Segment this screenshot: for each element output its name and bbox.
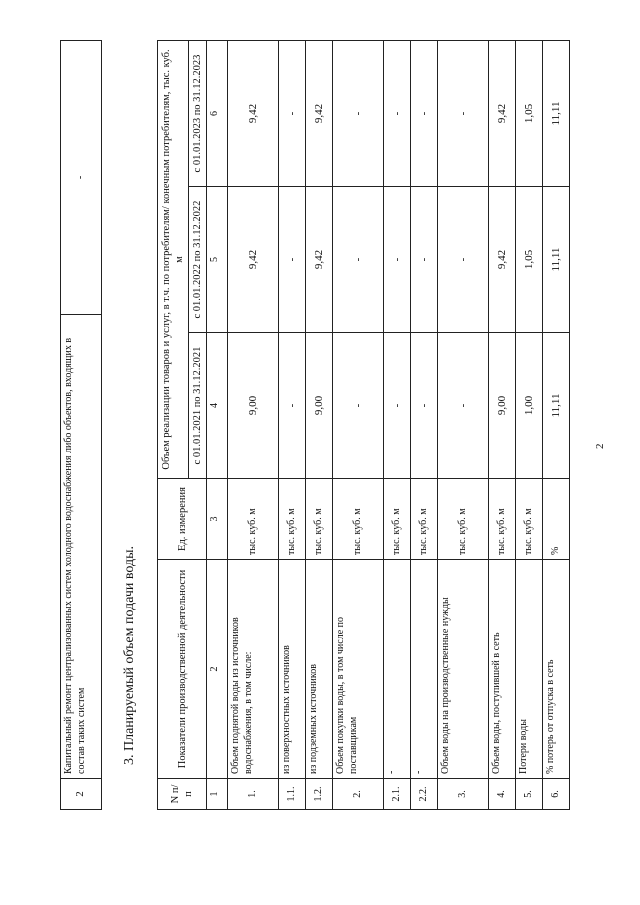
value-2021: -	[438, 333, 489, 479]
row-unit: тыс. куб. м	[306, 479, 333, 560]
row-num: 2.	[333, 779, 384, 810]
value-2021: -	[384, 333, 411, 479]
value-2021: -	[279, 333, 306, 479]
row-num: 1.1.	[279, 779, 306, 810]
row-num: 1.2.	[306, 779, 333, 810]
table-row	[333, 41, 384, 810]
header-num: N п/п	[158, 779, 207, 810]
header-row	[158, 41, 189, 810]
index-cell: 4	[207, 333, 228, 479]
row-name: из подземных источников	[306, 560, 333, 779]
row-num: 6.	[543, 779, 570, 810]
value-2023: -	[438, 41, 489, 187]
row-name: Потери воды	[516, 560, 543, 779]
header-volume: Объем реализации товаров и услуг, в т.ч. по потребителям/ конечным потребителям, тыс. куб. м	[158, 41, 189, 479]
value-2021: 1,00	[516, 333, 543, 479]
value-2022: -	[411, 187, 438, 333]
table-row	[306, 41, 333, 810]
table-row	[438, 41, 489, 810]
value-2023: 1,05	[516, 41, 543, 187]
table-row	[543, 41, 570, 810]
table-row	[61, 41, 102, 810]
row-name: Объем покупки воды, в том числе по поставщикам	[333, 560, 384, 779]
index-cell: 6	[207, 41, 228, 187]
row-unit: тыс. куб. м	[384, 479, 411, 560]
row-num: 2.1.	[384, 779, 411, 810]
table-row	[384, 41, 411, 810]
row-num: 5.	[516, 779, 543, 810]
value-2021: 9,00	[489, 333, 516, 479]
index-cell: 3	[207, 479, 228, 560]
row-unit: %	[543, 479, 570, 560]
value-2022: -	[438, 187, 489, 333]
value-2023: -	[411, 41, 438, 187]
capital-repair-table	[60, 40, 102, 810]
row-value: -	[61, 41, 102, 315]
row-name: -	[384, 560, 411, 779]
value-2023: 9,42	[306, 41, 333, 187]
header-period-2021: с 01.01.2021 по 31.12.2021	[189, 333, 207, 479]
value-2022: 1,05	[516, 187, 543, 333]
header-period-2022: с 01.01.2022 по 31.12.2022	[189, 187, 207, 333]
table-row	[279, 41, 306, 810]
table-row	[516, 41, 543, 810]
row-unit: тыс. куб. м	[279, 479, 306, 560]
value-2022: -	[279, 187, 306, 333]
value-2021: 9,00	[228, 333, 279, 479]
value-2022: 9,42	[228, 187, 279, 333]
row-name: -	[411, 560, 438, 779]
row-unit: тыс. куб. м	[438, 479, 489, 560]
value-2022: -	[384, 187, 411, 333]
row-name: Объем воды на производственные нужды	[438, 560, 489, 779]
table-row	[228, 41, 279, 810]
header-unit: Ед. измерения	[158, 479, 207, 560]
value-2023: 9,42	[489, 41, 516, 187]
row-number: 2	[61, 779, 102, 810]
value-2023: -	[384, 41, 411, 187]
row-unit: тыс. куб. м	[516, 479, 543, 560]
header-period-2023: с 01.01.2023 по 31.12.2023	[189, 41, 207, 187]
value-2022: 9,42	[306, 187, 333, 333]
value-2023: 9,42	[228, 41, 279, 187]
water-supply-volume-table	[157, 40, 570, 810]
row-unit: тыс. куб. м	[333, 479, 384, 560]
row-name: % потерь от отпуска в сеть	[543, 560, 570, 779]
value-2021: 11,11	[543, 333, 570, 479]
page-number: 2	[594, 443, 606, 449]
row-description: Капитальный ремонт централизованных систем холодного водоснабжения либо объектов, входящих в состав таких систем	[61, 315, 102, 779]
row-name: Объем поднятой воды из источников водоснабжения, в том числе:	[228, 560, 279, 779]
row-unit: тыс. куб. м	[489, 479, 516, 560]
row-num: 3.	[438, 779, 489, 810]
row-name: из поверхностных источников	[279, 560, 306, 779]
index-row	[207, 41, 228, 810]
row-num: 1.	[228, 779, 279, 810]
value-2022: 11,11	[543, 187, 570, 333]
row-unit: тыс. куб. м	[228, 479, 279, 560]
value-2021: 9,00	[306, 333, 333, 479]
row-num: 2.2.	[411, 779, 438, 810]
row-num: 4.	[489, 779, 516, 810]
table-row	[411, 41, 438, 810]
value-2021: -	[333, 333, 384, 479]
value-2023: -	[279, 41, 306, 187]
value-2022: -	[333, 187, 384, 333]
index-cell: 5	[207, 187, 228, 333]
value-2021: -	[411, 333, 438, 479]
row-unit: тыс. куб. м	[411, 479, 438, 560]
index-cell: 1	[207, 779, 228, 810]
row-name: Объем воды, поступившей в сеть	[489, 560, 516, 779]
value-2023: -	[333, 41, 384, 187]
value-2023: 11,11	[543, 41, 570, 187]
value-2022: 9,42	[489, 187, 516, 333]
section-title: 3. Планируемый объем подачи воды.	[122, 545, 137, 765]
index-cell: 2	[207, 560, 228, 779]
table-row	[489, 41, 516, 810]
header-indicator: Показатели производственной деятельности	[158, 560, 207, 779]
